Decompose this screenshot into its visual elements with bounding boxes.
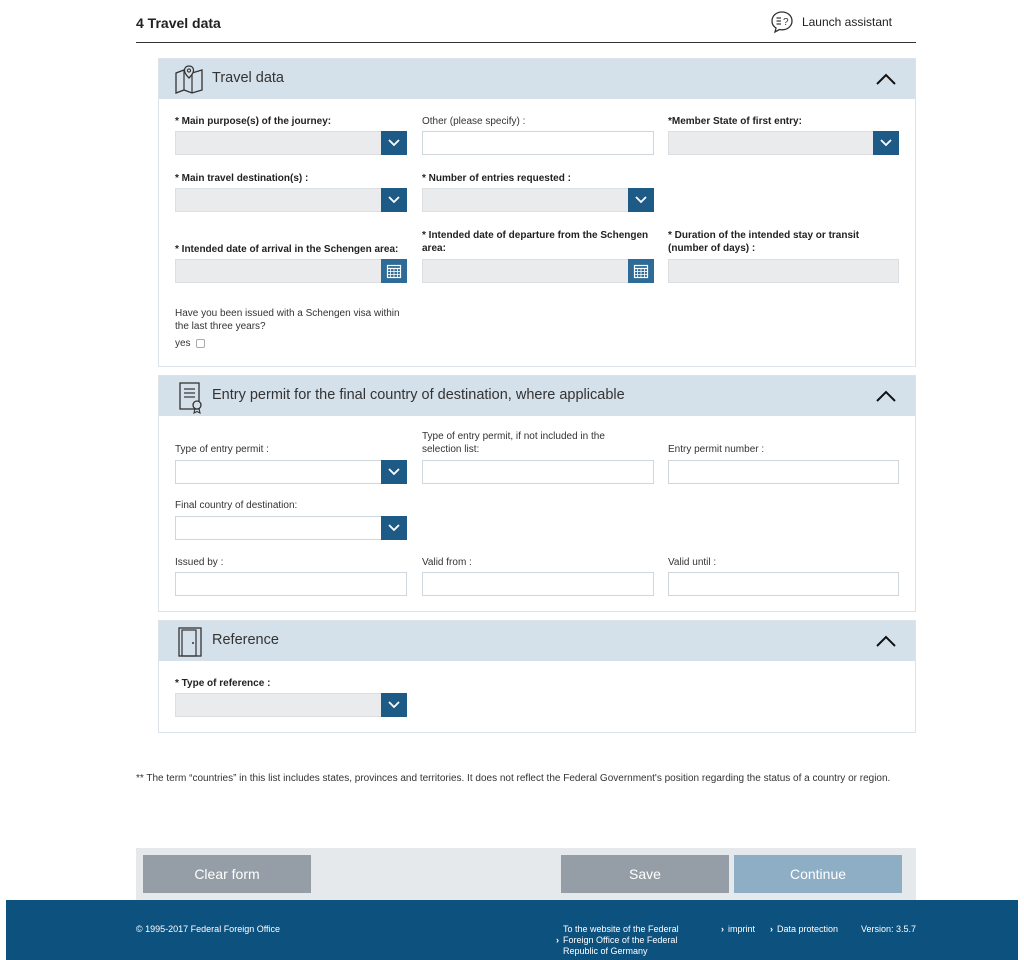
chevron-up-icon[interactable] bbox=[875, 71, 897, 87]
other-purpose-input[interactable] bbox=[422, 131, 654, 155]
foreign-office-website-label: To the website of the Federal Foreign Office of the Federal Republic of Germany bbox=[563, 924, 679, 956]
calendar-icon[interactable] bbox=[381, 259, 407, 283]
copyright: © 1995-2017 Federal Foreign Office bbox=[136, 924, 281, 934]
permit-type-label: Type of entry permit : bbox=[175, 444, 269, 455]
reference-title: Reference bbox=[212, 632, 279, 648]
prior-visa-question: Have you been issued with a Schengen visa within the last three years? bbox=[175, 308, 400, 332]
version-label: Version: 3.5.7 bbox=[861, 924, 917, 934]
travel-data-section bbox=[158, 58, 916, 367]
reference-section bbox=[158, 620, 916, 733]
purpose-select[interactable] bbox=[175, 131, 407, 155]
valid-from-label: Valid from : bbox=[422, 557, 472, 568]
member-state-select[interactable] bbox=[668, 131, 899, 155]
data-protection-link[interactable] bbox=[770, 924, 838, 935]
chevron-right-icon: › bbox=[721, 924, 724, 934]
entries-label: * Number of entries requested : bbox=[422, 173, 571, 184]
entry-permit-title: Entry permit for the final country of destination, where applicable bbox=[212, 387, 625, 403]
speech-bubble-icon bbox=[770, 10, 794, 34]
arrival-label: * Intended date of arrival in the Schengen area: bbox=[175, 244, 399, 255]
travel-data-header[interactable] bbox=[159, 59, 915, 99]
other-label: Other (please specify) : bbox=[422, 116, 526, 127]
chevron-down-icon[interactable] bbox=[628, 188, 654, 212]
continue-button[interactable]: Continue bbox=[734, 855, 902, 893]
valid-until-label: Valid until : bbox=[668, 557, 717, 568]
valid-until-input[interactable] bbox=[668, 572, 899, 596]
foreign-office-website-link[interactable] bbox=[556, 924, 691, 957]
purpose-label: * Main purpose(s) of the journey: bbox=[175, 116, 332, 127]
chevron-right-icon: › bbox=[556, 935, 559, 945]
permit-type-other-input[interactable] bbox=[422, 460, 654, 484]
valid-from-input[interactable] bbox=[422, 572, 654, 596]
launch-assistant-button[interactable] bbox=[770, 10, 892, 34]
permit-number-input[interactable] bbox=[668, 460, 899, 484]
countries-footnote: ** The term “countries” in this list includes states, provinces and territories. It does not reflect the Federal Government's position regarding the status of a country or region. bbox=[136, 773, 891, 784]
permit-type-select[interactable] bbox=[175, 460, 407, 484]
departure-date-input[interactable] bbox=[422, 259, 654, 283]
travel-data-title: Travel data bbox=[212, 70, 284, 86]
launch-assistant-label: Launch assistant bbox=[801, 15, 892, 29]
page-title: 4 Travel data bbox=[136, 15, 221, 31]
entry-permit-section bbox=[158, 375, 916, 612]
duration-input[interactable] bbox=[668, 259, 899, 283]
prior-visa-checkbox[interactable] bbox=[196, 339, 205, 348]
duration-label: * Duration of the intended stay or transit (number of days) : bbox=[668, 230, 860, 254]
chevron-down-icon[interactable] bbox=[873, 131, 899, 155]
chevron-up-icon[interactable] bbox=[875, 388, 897, 404]
door-icon bbox=[173, 625, 207, 659]
svg-text:?: ? bbox=[782, 17, 789, 28]
site-footer bbox=[6, 900, 1018, 960]
save-button[interactable]: Save bbox=[561, 855, 729, 893]
chevron-down-icon[interactable] bbox=[381, 693, 407, 717]
chevron-up-icon[interactable] bbox=[875, 633, 897, 649]
chevron-down-icon[interactable] bbox=[381, 188, 407, 212]
member-state-label: *Member State of first entry: bbox=[668, 116, 802, 127]
destination-select[interactable] bbox=[175, 188, 407, 212]
permit-number-label: Entry permit number : bbox=[668, 444, 765, 455]
final-country-label: Final country of destination: bbox=[175, 500, 298, 511]
departure-label: * Intended date of departure from the Schengen area: bbox=[422, 230, 649, 254]
arrival-date-input[interactable] bbox=[175, 259, 407, 283]
issued-by-label: Issued by : bbox=[175, 557, 224, 568]
issued-by-input[interactable] bbox=[175, 572, 407, 596]
chevron-down-icon[interactable] bbox=[381, 460, 407, 484]
chevron-down-icon[interactable] bbox=[381, 131, 407, 155]
final-country-select[interactable] bbox=[175, 516, 407, 540]
certificate-icon bbox=[173, 380, 207, 414]
data-protection-label: Data protection bbox=[777, 924, 839, 934]
chevron-right-icon: › bbox=[770, 924, 773, 934]
yes-label: yes bbox=[175, 338, 191, 349]
page-header bbox=[136, 0, 916, 43]
permit-type-other-label: Type of entry permit, if not included in the selection list: bbox=[422, 431, 605, 455]
clear-form-button[interactable]: Clear form bbox=[143, 855, 311, 893]
imprint-label: imprint bbox=[728, 924, 756, 934]
map-pin-icon bbox=[173, 63, 207, 97]
chevron-down-icon[interactable] bbox=[381, 516, 407, 540]
entry-permit-header[interactable] bbox=[159, 376, 915, 416]
reference-header[interactable] bbox=[159, 621, 915, 661]
reference-type-select[interactable] bbox=[175, 693, 407, 717]
action-bar bbox=[136, 848, 916, 900]
calendar-icon[interactable] bbox=[628, 259, 654, 283]
entries-select[interactable] bbox=[422, 188, 654, 212]
destination-label: * Main travel destination(s) : bbox=[175, 173, 309, 184]
reference-type-label: * Type of reference : bbox=[175, 678, 271, 689]
imprint-link[interactable] bbox=[721, 924, 755, 935]
